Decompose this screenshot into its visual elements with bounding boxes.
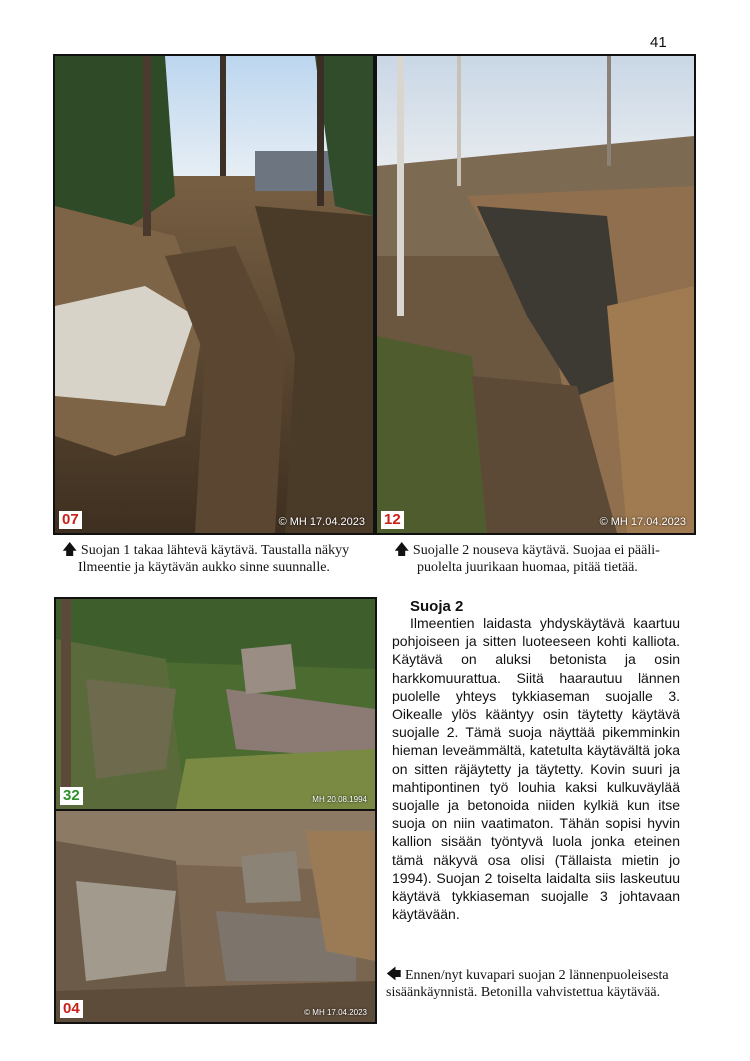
section-heading: Suoja 2 [410,598,464,615]
caption-line: Ilmeentie ja käytävän aukko sinne suunnalle. [78,560,330,575]
photo-number-badge: 32 [60,787,83,805]
section-body [392,614,680,923]
caption-line: Ennen/nyt kuvapari suojan 2 lännenpuoleisesta [405,968,669,983]
entrance-2023-photo-image [56,811,375,1022]
caption-photo-pair [386,966,706,1001]
photo-copyright: MH 20.08.1994 [312,795,367,804]
caption-line: Suojalle 2 nouseva käytävä. Suojaa ei pääli- [412,543,660,558]
caption-line: sisäänkäynnistä. Betonilla vahvistettua käytävää. [386,985,661,1000]
trench-photo-image [55,56,373,533]
photo-copyright: © MH 17.04.2023 [304,1008,367,1017]
section-body-text: Ilmeentien laidasta yhdyskäytävä kaartuu pohjoiseen ja sitten luoteeseen kohti kalliota. Käytävä on aluksi betonista ja osin harkkomuurattua. Siitä haarautuu lännen puolelle yhteys tykkiaseman suojalle 3. Oikealle ylös kääntyy osin täytetty käytävä suojalle 2. Tämä suoja näyttää pikemminkin hieman leveämmältä, katetulta käytävältä joka on sitten räjäytetty ja täytetty. Kovin suuri ja mahtipontinen työ louhia kaksi kulkuväylää suojalle ja betonoida niiden kylkiä kun itse suoja on niin vaatimaton. Tähän sopisi hyvin kallion sisään työntyvä luola jonka eteinen tämä näkyvä osa olisi (Tällaista mietin jo 1994). Suojan 2 toiselta laidalta siis laskeutuu käytävä tykkiaseman suojalle 3 johtavaan käytävään. [392,615,680,923]
photo-copyright: © MH 17.04.2023 [599,516,686,528]
photo-number-badge: 04 [60,1000,83,1018]
arrow-up-icon: 🡅 [394,540,410,558]
trench-photo-image [377,56,694,533]
caption-photo-12 [394,541,694,576]
photo-trench-07 [53,54,375,535]
arrow-left-icon: 🡄 [386,965,402,983]
caption-line: puolelta juurikaan huomaa, pitää tietää. [417,560,638,575]
photo-entrance-32 [54,597,377,811]
photo-number-badge: 12 [381,511,404,529]
photo-copyright: © MH 17.04.2023 [278,516,365,528]
photo-entrance-04 [54,809,377,1024]
caption-line: Suojan 1 takaa lähtevä käytävä. Taustalla näkyy [80,543,350,558]
photo-number-badge: 07 [59,511,82,529]
caption-photo-07 [62,541,372,576]
entrance-1994-photo-image [56,599,375,809]
photo-trench-12 [375,54,696,535]
page-number: 41 [650,34,667,51]
arrow-up-icon: 🡅 [62,540,78,558]
